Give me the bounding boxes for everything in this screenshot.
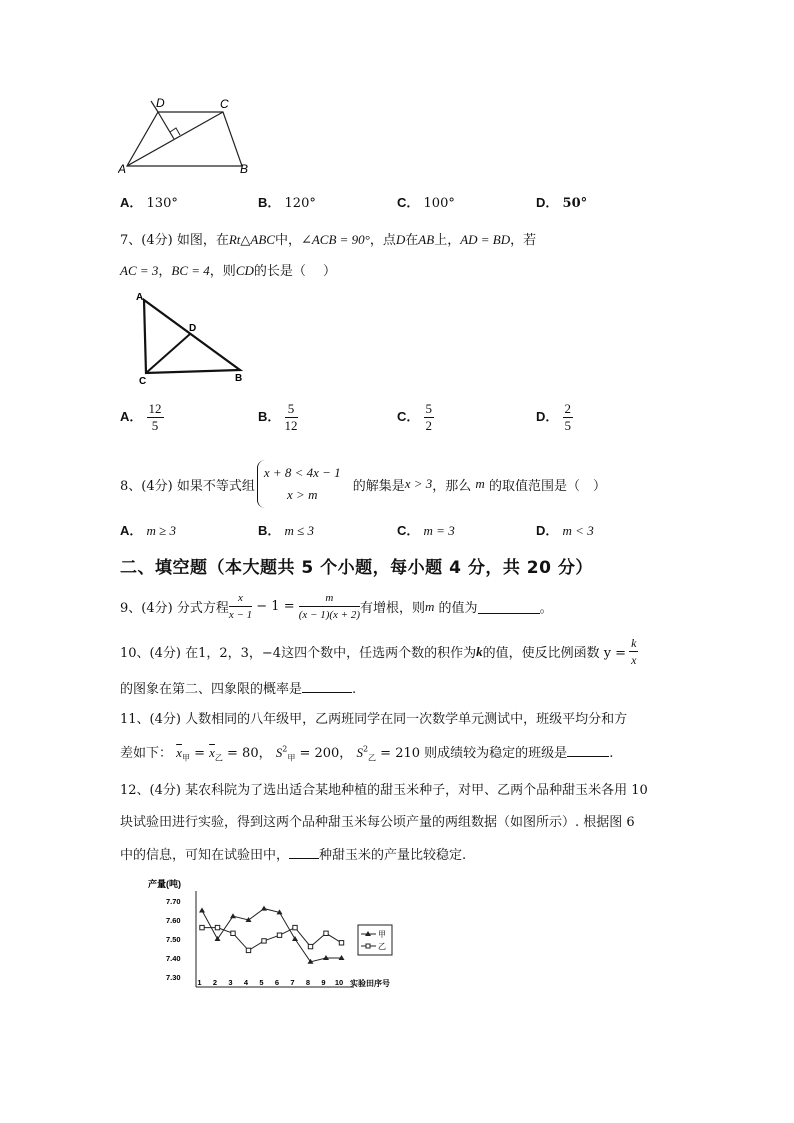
q10-line2: 的图象在第二、四象限的概率是 . [120,682,357,697]
point-乙 [339,941,343,945]
section-fill-in-title: 二、填空题（本大题共 5 个小题，每小题 4 分，共 20 分） [120,558,593,578]
x-tick-label: 9 [321,978,326,987]
q6-option-c: C． 100° [397,195,455,211]
point-甲 [261,906,267,911]
x-tick-label: 1 [197,978,202,987]
point-乙 [277,933,281,937]
y-axis-label: 产量(吨) [148,879,181,889]
figure-quadrilateral [118,95,258,180]
q6-option-d: D． 50° [536,195,588,211]
point-乙 [246,948,250,952]
series-line-甲 [202,909,342,962]
q7-line2: AC = 3，BC = 4，则CD的长是（ ） [120,263,337,279]
point-乙 [231,931,235,935]
x-tick-label: 8 [305,978,311,987]
q6-option-a: A． 130° [120,195,178,211]
q7-option-a: A． $\frac{12}{5}$ [120,401,162,433]
point-甲 [199,908,205,913]
q9-answer-blank[interactable] [478,599,540,614]
legend-marker [366,944,370,948]
q7-option-b: B． $\frac{5}{12}$ [258,401,298,433]
q12-line3: 中的信息，可知在试验田中， 种甜玉米的产量比较稳定. [120,848,467,863]
q8-option-c: C． m = 3 [397,523,455,538]
q11-line1: 11、(4分) 人数相同的八年级甲，乙两班同学在同一次数学单元测试中，班级平均分和方 [120,712,628,727]
x-axis-label: 实验田序号 [350,979,390,988]
y-tick-label: 7.50 [166,935,181,944]
fig2-label-a: A [136,292,144,303]
point-乙 [293,925,297,929]
point-甲 [230,913,236,918]
q7-line1: 7、(4分) 如图，在Rt△ABC中，∠ACB = 90°，点D在AB上，AD = BD，若 [120,232,537,248]
point-乙 [308,944,312,948]
fig1-label-c: C [220,97,229,111]
q11-line2: 差如下： $\overline{x}_甲 = \overline{x}_乙 = 80$， $S^2_甲 = 200$， $S^2_乙 = 210$ 则成绩较为稳定的班级是 . [120,744,614,763]
q8-question: 8、(4分) 如果不等式组 x + 8 < 4x − 1 x > m 的解集是 x > 3 ，那么 m 的取值范围是（ ） [120,460,606,508]
y-tick-label: 7.60 [166,916,181,925]
fig2-label-c: C [139,376,147,387]
legend-label: 甲 [378,930,386,939]
fig2-label-b: B [235,373,243,384]
q6-option-b: B． 120° [258,195,316,211]
q10-answer-blank[interactable] [302,680,352,693]
q9-question: 9、(4分) 分式方程 $\frac{x}{x - 1}$ − 1 = $\frac{m}{(x - 1)(x + 2)}$ 有增根，则 m 的值为 。 [120,592,553,621]
x-tick-label: 6 [274,978,280,987]
y-tick-label: 7.70 [166,897,181,906]
q11-answer-blank[interactable] [567,744,609,757]
fig1-label-d: D [156,96,165,110]
fig2-label-d: D [189,323,197,334]
x-tick-label: 3 [228,978,233,987]
q12-line1: 12、(4分) 某农科院为了选出适合某地种植的甜玉米种子，对甲、乙两个品种甜玉米各用 10 [120,783,648,798]
figure-right-triangle [130,288,255,388]
q10-line1: 10、(4分) 在1，2，3，−4这四个数中，任选两个数的积作为 k 的值，使反比例函数 y = $\frac{k}{x}$ [120,636,637,667]
y-tick-label: 7.30 [166,973,181,982]
q12-line2: 块试验田进行实验，得到这两个品种甜玉米每公顷产量的两组数据（如图所示）. 根据图 6 [120,815,635,830]
point-乙 [200,925,204,929]
x-tick-label: 5 [259,978,264,987]
x-tick-label: 10 [334,978,344,987]
point-甲 [292,936,298,941]
q8-option-a: A． m ≥ 3 [120,523,177,538]
legend-label: 乙 [378,942,386,951]
fig1-label-a: A [118,162,127,176]
x-tick-label: 4 [243,978,249,987]
q7-option-d: D． $\frac{2}{5}$ [536,401,572,433]
point-乙 [262,939,266,943]
x-tick-label: 7 [290,978,295,987]
q8-option-d: D． m < 3 [536,523,594,538]
point-乙 [324,931,328,935]
q7-option-c: C． $\frac{5}{2}$ [397,401,433,433]
y-tick-label: 7.40 [166,954,181,963]
fig1-label-b: B [240,162,249,176]
legend-box [358,925,392,955]
q8-option-b: B． m ≤ 3 [258,523,315,538]
x-tick-label: 2 [212,978,218,987]
point-乙 [215,925,219,929]
q12-answer-blank[interactable] [289,846,319,859]
yield-line-chart [140,875,410,1000]
